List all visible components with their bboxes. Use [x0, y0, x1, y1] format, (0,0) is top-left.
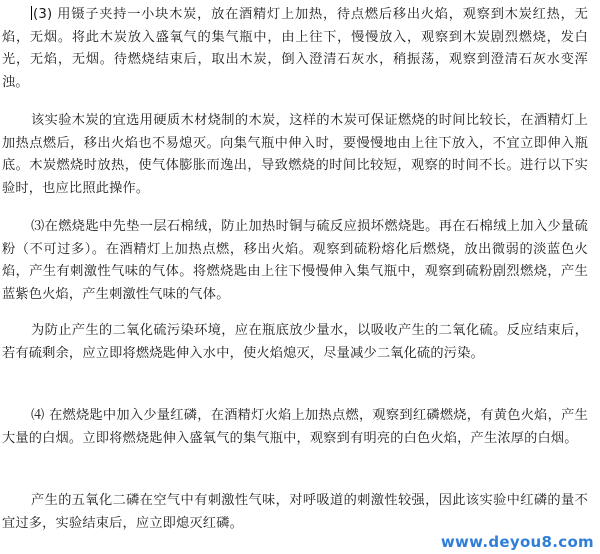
paragraph-phosphorus-notes: 产生的五氧化二磷在空气中有刺激性气味，对呼吸道的刺激性较强，因此该实验中红磷的量不宜过多，实验结束后，应立即熄灭红磷。 [2, 493, 588, 531]
paragraph-charcoal-procedure [0, 4, 588, 94]
site-watermark: www.deyou8.com [440, 533, 594, 551]
paragraph-phosphorus-procedure: ⑷ 在燃烧匙中加入少量红磷，在酒精灯火焰上加热点燃，观察到红磷燃烧，有黄色火焰，产生大量的白烟。立即将燃烧匙伸入盛氧气的集气瓶中，观察到有明亮的白色火焰，产生浓厚的白烟。 [2, 408, 588, 446]
paragraph-sulfur-procedure: ⑶在燃烧匙中先垫一层石棉绒，防止加热时铜与硫反应损坏燃烧匙。再在石棉绒上加入少量硫粉（不可过多）。在酒精灯上加热点燃，移出火焰。观察到硫粉熔化后燃烧，放出微弱的淡蓝色火焰，产生有刺激性气味的气体。将燃烧匙由上往下慢慢伸入集气瓶中，观察到硫粉剧烈燃烧，产生蓝紫色火焰，产生刺激性气味的气体。 [2, 219, 588, 302]
paragraph-sulfur-notes: 为防止产生的二氧化硫污染环境，应在瓶底放少量水，以吸收产生的二氧化硫。反应结束后，若有硫剩余，应立即将燃烧匙伸入水中，使火焰熄灭，尽量减少二氧化硫的污染。 [2, 323, 588, 361]
paragraph-text: (3) 用镊子夹持一小块木炭，放在酒精灯上加热，待点燃后移出火焰，观察到木炭红热，无焰，无烟。将此木炭放入盛氧气的集气瓶中，由上往下，慢慢放入，观察到木炭剧烈燃烧，发白光，无焰，无烟。待燃烧结束后，取出木炭，倒入澄清石灰水，稍振荡，观察到澄清石灰水变浑浊。 [2, 7, 588, 90]
paragraph-charcoal-notes: 该实验木炭的宜选用硬质木材烧制的木炭，这样的木炭可保证燃烧的时间比较长，在酒精灯上加热点燃后，移出火焰也不易熄灭。向集气瓶中伸入时，要慢慢地由上往下放入，不宜立即伸入瓶底。木炭燃烧时放热，使气体膨胀而逸出，导致燃烧的时间比较短，观察的时间不长。进行以下实验时，也应比照此操作。 [2, 113, 588, 196]
text-cursor [31, 6, 32, 20]
